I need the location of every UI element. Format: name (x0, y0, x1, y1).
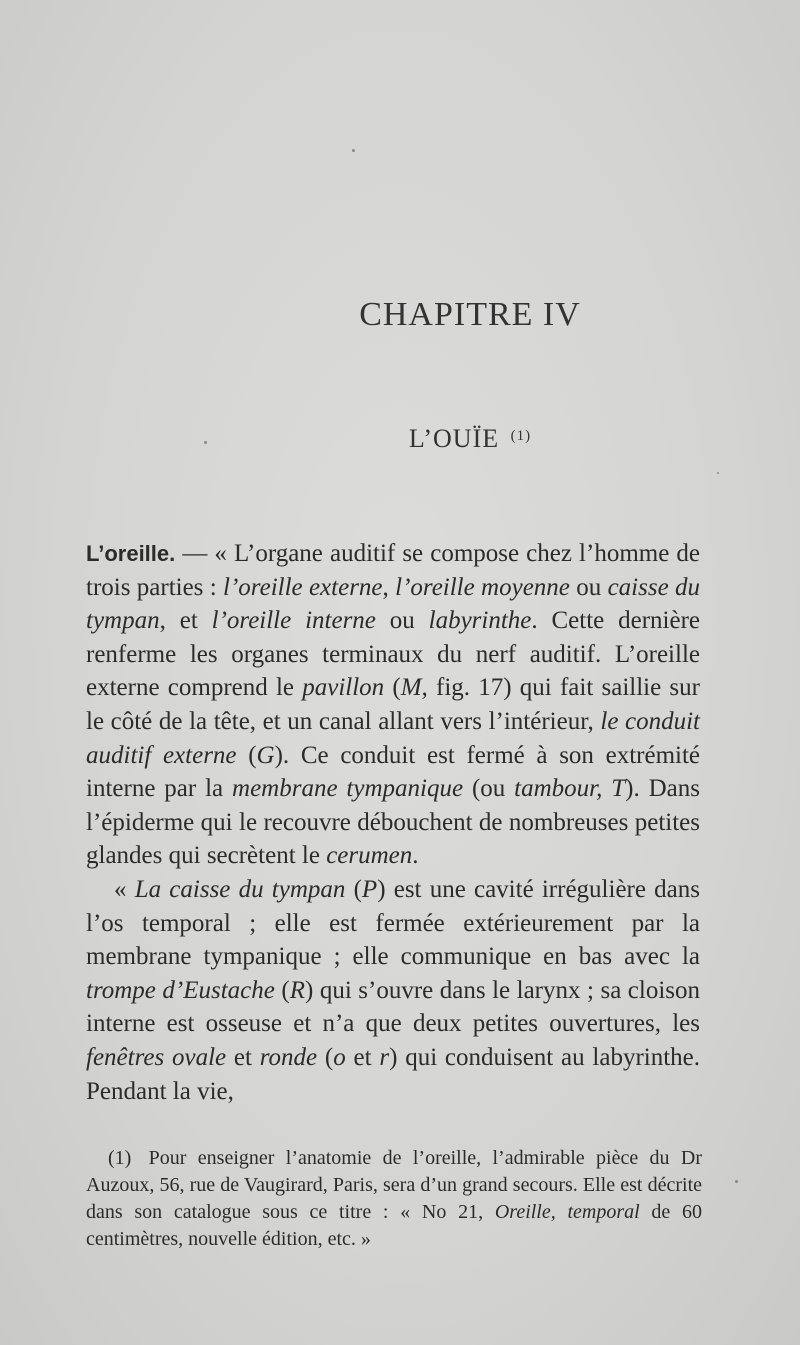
italic-term: R (289, 976, 305, 1004)
footnotes (86, 1145, 702, 1253)
italic-term: caisse du tympan (86, 573, 701, 635)
text-run: ). Ce conduit est fermé à son extrémité interne par la (86, 741, 701, 803)
footnote-ref: (1) (510, 428, 532, 444)
italic-term: M, (400, 674, 428, 702)
italic-term: tambour, T (514, 775, 626, 803)
text-run: (ou (463, 775, 515, 803)
italic-term: pavillon (302, 674, 385, 702)
paper-speck (735, 1180, 738, 1183)
text-run: ). Dans l’épiderme qui le recouvre débouchent de nombreuses petites glandes qui secrètent le (86, 775, 700, 870)
body-text (86, 537, 700, 1108)
text-run: ( (236, 741, 257, 769)
italic-term: o (333, 1043, 346, 1071)
italic-term: cerumen (326, 842, 413, 870)
text-run: de 60 centimètres, nouvelle édition, etc. » (86, 1201, 703, 1250)
text-run: . (412, 842, 419, 870)
text-run: ( (274, 976, 290, 1004)
text-run: . Cette dernière renferme les organes terminaux du nerf auditif. L’oreille externe comprend le (86, 607, 700, 702)
text-run: ou (569, 573, 608, 601)
section-title: L’OUÏE (408, 424, 500, 453)
text-run: « (114, 875, 135, 903)
italic-term: le conduit auditif externe (86, 707, 701, 769)
italic-term: membrane tympanique (232, 775, 464, 803)
text-run: , et (159, 607, 212, 635)
italic-term: l’oreille interne (211, 607, 376, 635)
italic-term: l’oreille externe (223, 573, 383, 601)
italic-term: G (256, 741, 275, 769)
text-run: ( (317, 1043, 334, 1071)
paragraph (86, 873, 700, 1108)
text-run: ( (345, 875, 362, 903)
italic-term: l’oreille moyenne (395, 573, 570, 601)
footnote (86, 1145, 702, 1253)
text-run: ) qui conduisent au labyrinthe. Pendant la vie, (86, 1043, 701, 1105)
text-run: ou (375, 607, 429, 635)
paragraph-run-in-heading: L’oreille. (86, 541, 176, 566)
italic-term: La caisse du tympan (134, 875, 346, 903)
italic-term: fenêtres ovale (86, 1043, 227, 1071)
text-run: et (345, 1043, 380, 1071)
footnote-number: (1) (108, 1147, 132, 1169)
italic-term: P (361, 875, 378, 903)
text-run: — « L’organe auditif se compose chez l’homme de trois parties : (86, 540, 700, 601)
text-run: et (226, 1043, 260, 1071)
italic-term: labyrinthe (428, 607, 532, 635)
text-run: fig. 17) qui fait saillie sur le côté de la tête, et un canal allant vers l’intérieur, (86, 674, 700, 735)
italic-term: trompe d’Eustache (86, 976, 275, 1004)
italic-term: ronde (259, 1043, 318, 1071)
section-title-line (0, 424, 800, 454)
chapter-title: CHAPITRE IV (359, 296, 581, 333)
text-run: ) qui s’ouvre dans le larynx ; sa cloison interne est osseuse et n’a que deux petites ouvertures, les (86, 976, 701, 1038)
paper-speck (717, 472, 719, 474)
text-run: ) est une cavité irrégulière dans l’os temporal ; elle est fermée extérieurement par la membrane tympanique ; elle communique en bas avec la (86, 875, 700, 971)
paper-speck (352, 149, 355, 152)
text-run: , (382, 573, 396, 601)
text-run: Pour enseigner l’anatomie de l’oreille, l’admirable pièce du Dr Auzoux, 56, rue de Vaugirard, Paris, sera d’un grand secours. Elle est décrite dans son catalogue sous ce titre : « No 21, (86, 1147, 702, 1223)
paragraph (86, 537, 700, 873)
text-run: ( (384, 674, 401, 702)
italic-term: r (379, 1043, 390, 1071)
italic-term: Oreille, temporal (494, 1201, 640, 1223)
